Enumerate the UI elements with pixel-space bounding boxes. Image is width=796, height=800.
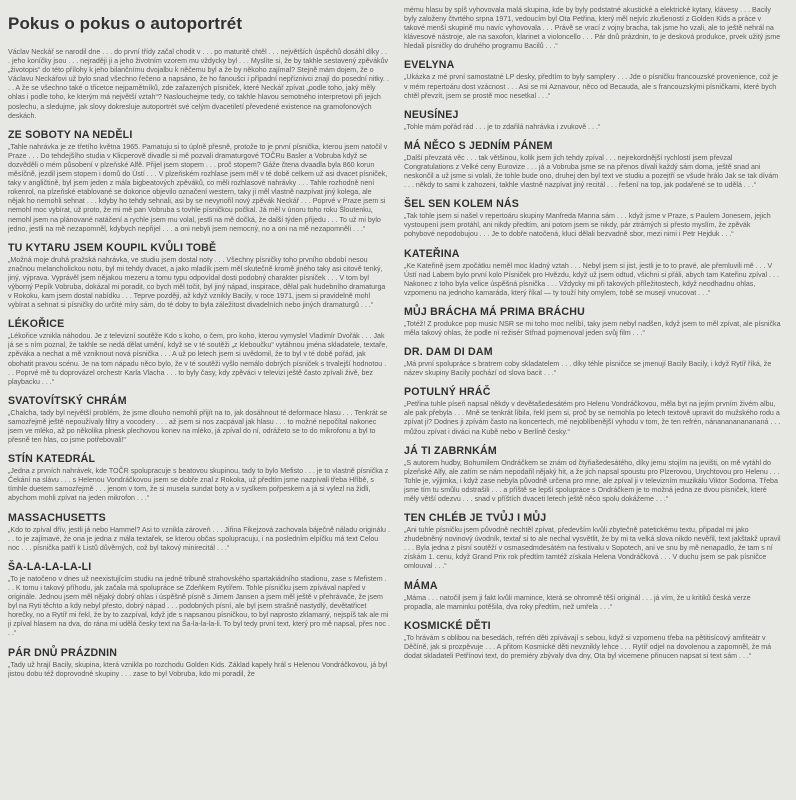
right-sections	[404, 59, 782, 661]
song-section-sel-sen-kolem-nas	[404, 198, 782, 239]
section-text: „To je natočeno v dnes už neexistujícím studiu na jedné tribuně strahovského spartakiádního stadionu, zase s Mefistem . . . K tomu i takový příhodu, jak začala má spolupráce se Zdeňkem Rytířem. Tohle písničku jsem zpívával napřed v originále. Jednou jsem měl nějaký dobrý ohlas i úspěšně písně s Jimem Jansen a jsem měl ještě v přehrávače, že jsem byl na Ryti těchto a kdy nebyl přesto, dobrý nápad . . . podobných písní, ale byl jsem strašně nastydlý, devětatřicet horečky, no a Rytíř mi řekl, že by to zazpíval, když jde s napsanou písničkou, to byl naprosto zklamaný, nejspíš tak ale mi ji zpíval hlasem na dva, do rána mi udělá česky text na Ša-la-la-la-li. To byl tedy první text, který pro mě napsal, přes noc . . .“	[8, 574, 390, 638]
section-heading: ŠA-LA-LA-LA-LI	[8, 560, 92, 573]
section-text: „Tohle mám pořád rád . . . je to zdařilá nahrávka i zvukově . . .“	[404, 122, 601, 131]
section-heading: EVELYNA	[404, 59, 455, 72]
section-text: „To hrávám s oblibou na besedách, refrén děti zpívávají s sebou, když si vzpomenu třeba na pětitisícový amfiteátr v Děčíně, jak si prozpěvuje . . . A přitom Kosmické děti nevznikly lehce . . . Rytíř odjel na dovolenou a zapomněl, že má dodat skladateli Petřínovi text, do premiéry zbývaly dva dny, Ota byl vicemene přinucen napsat si text sám . . .“	[404, 633, 772, 660]
section-text: „Ke Kateřině jsem zpočátku neměl moc kladný vztah . . . Nebyl jsem si jist, jestli je to to pravé, ale přemluvili mě . . . V Ústí nad Labem bylo první kolo Písniček pro Hvězdu, když už jsem odtud, všichni si přáli, abych tam Kateřinu zpíval . . . Nakonec z toho byla velice úspěšná písnička . . . Vždycky mi při takových příležitostech, když neodhadnu ohlas, vzpomenu na jednoho kamaráda, který říkal — ty touží hity omylem, tobě se musejí vnucovat . . .“	[404, 261, 779, 297]
section-text: „Lékořice vznikla náhodou. Je z televizní soutěže Kdo s koho, o čem, pro koho, kterou vymyslel Vladimír Dvořák . . . Jak já se s ním poznal, že takhle se nedá dělat umění, když se v té soutěži „z kleboučku“ vytáhnou jména skladatele, textaře, zpěváka a nechat a mě vzniknout nová písnička . . . A už po letech jsem si uvědomil, že to byl v té době pořád, jak obohatit pravou scénu. Je na tom nápadu něco bylo, že v té soutěži vyšlo nemálo dobrých písniček s trvalejší hodnotou . . . Poprvé mě tu doprovázel orchestr Karla Vlacha . . . to byly časy, kdy zpěváci v televizi ještě často zpívali živě, bez playbacku . . .“	[8, 332, 388, 386]
section-heading: STÍN KATEDRÁL	[8, 453, 96, 466]
song-section-stin-katedral	[8, 453, 390, 503]
section-text: „Máma . . . natočil jsem ji fakt kvůli mamince, která se ohromně těší originál . . . já vím, že u kritiků česká verze propadla, ale maminku potěšila, dva roky předtím, než umřela . . .“	[404, 593, 751, 611]
song-section-evelyna	[404, 59, 782, 100]
song-section-lekorice	[8, 318, 390, 387]
song-section-mama	[404, 580, 782, 612]
section-heading: KATEŘINA	[404, 247, 460, 260]
song-section-massachusetts	[8, 512, 390, 553]
article-title: Pokus o pokus o autoportrét	[8, 14, 243, 33]
section-heading: MÁMA	[404, 579, 438, 592]
song-section-sa-la-la-la-li	[8, 561, 390, 639]
section-heading: KOSMICKÉ DĚTI	[404, 619, 491, 632]
section-text: „Možná moje druhá pražská nahrávka, ve studiu jsem dostal noty . . . Všechny písničky toho prvního období nesou značnou melancholickou notu, byl mi tehdy dvacet, a jako mladík jsem měl skutečně kromě jiného taky asi citově tenký, jiný, výprava. Vyprávěl jsem nějakou mezeru a tomu typu odpovídal dosti podobný charakter písniček . . . V tom byl výborný Pepík Vobruba, dokázal mi poradit, co bych měl točit, byl jiný nápad, inspirace, dělal pak hudebního dramaturga v Rokoku, kam jsem dostal nabídku . . . Teprve později, až když vznikly Bacily, v roce 1971, jsem si pravidelně mohl vybírat a sehnat si písničky do určité míry sám, do té doby to byla záležitost divadelních nebo jiných dramaturgů . . .“	[8, 255, 386, 310]
section-heading: TEN CHLÉB JE TVŮJ I MŮJ	[404, 512, 547, 525]
section-heading: TU KYTARU JSEM KOUPIL KVŮLI TOBĚ	[8, 241, 217, 254]
section-heading: ŠEL SEN KOLEM NÁS	[404, 198, 520, 211]
section-text: „Tahle nahrávka je ze třetího května 1965. Pamatuju si to úplně přesně, protože to je první písnička, kterou jsem natočil v Praze . . . Do tehdejšího studia v Klicperově divadle si mě pozvali dramaturgové TOČRu Basler a Vobruba když se dozvěděli o mém působení v plzeňské Alfě. Přijel jsem stopem . . . proč stopem? Gáže čtena dvaadla byla 860 korun měsíčně, jezdil jsem stopem i domů do Ústí . . . V plzeňském rozhlase jsem měl v té době celkem už asi dvacet písniček, taky v angličtině, byl jsem jeden z mála bigbeatových zpěváků, co měli rozhlasové nahrávky . . . Tahle rozhodně není rokenrol, na plzeňské etablované se dokonce objevilo označení western, taky ji měl vlastně nazpívat jiný kolega, ale nějak ho nemohli sehnat . . . kdyby ho tehdy sehnali, asi by se nevynořil nový zpěvák Neckář . . . Poprvé v Praze jsem si nemohl moc vybírat, už proto, že mi mě pan Vobruba s tovhle písničkou počkal. Já měl v únoru toho roku Šloutenku, nemohl jsem na plánované natáčení a rychle jsem mu volal, jestli na mě dočká, že další týden přijedu . . . To už mi bylo jedno, jestli na mě nezapomněl, kdybych nepřijel . . . a oni nebyli jsem nemocný, no a oni na mě nezapomněli . . .“	[8, 142, 388, 233]
section-heading: POTULNÝ HRÁČ	[404, 386, 491, 399]
section-text: „Chalcha, tady byl největší problém, že jsme dlouho nemohli přijít na to, jak dosáhnout té deformace hlasu . . . Tenkrát se samozřejmě ještě nepoužívaly filtry a vocodery . . . až jsem si nos zacpával jak hlasu . . . to možné nepočítal nakonec jsem ve mléko, až po několika plnesk plechovou konev na mléko, já zpíval do ní, odrážeto se to do mikrofonu a byl to přesně ten hlas, co jsme potřebovali!“	[8, 408, 388, 445]
section-text: „Totéž! Z produkce pop music NSR se mi toho moc nelíbí, taky jsem nebyl nadšen, když jsem to měl zpívat, ale písnička měla takový ohlas, že podle ní režisér Střnad pojmenoval jeden svůj film . . .“	[404, 319, 781, 337]
section-text: „Ani tuhle písničku jsem původně nechtěl zpívat, především kvůli zbytečně patetickému textu, připadal mi jako zhudebněný novinový úvodník, textař si to ale nechal vysvětlit, že by mi ta velká slova nikdo nevěřil, text jakštakž upravil . . . Byla jedna z písní soutěží v osmasedmdesátém na festivalu v Sopotech, ani ve snu by mě nenapadlo, že tam s ní získám 1. cenu, když Grand Prix rok předtím tamtéž získala Helena Vondráčková . . . V duchu jsem se pak písničce omlouval . . .“	[404, 526, 781, 571]
section-text: „Tak tohle jsem si našel v repertoáru skupiny Manfreda Manna sám . . . když jsme v Praze, s Paulem Jonesem, jejich vystoupení jsem protáhl, ani nikdy předtím, ani potom jsem se nikdy, pár ztrámých si přesto myslím, že zpěvák pohybové nepodobujou . . . Je to dobře natočená, kluci dělali bezvadně sbor, mezi nimi i Petr Hejduk . . .“	[404, 212, 771, 239]
section-text: „Má první spolupráce s bratrem coby skladatelem . . . díky téhle písničce se jmenují Bacily Bacily, i když Rytíř říká, že název skupiny Bacily pochází od slova bacit . . .“	[404, 360, 772, 378]
song-section-muj-bracha-ma-prima-brachu	[404, 306, 782, 338]
song-section-ma-neco-s-jednim-panem	[404, 140, 782, 190]
song-section-svatovitsky-chram	[8, 395, 390, 445]
section-text: „S autorem hudby, Bohumilem Ondráčkem se znám od čtyřiašedesátého, díky jemu stojím na jevišti, on mě vytáhl do plzeňské Alfy, ale zatím se nám nepodařil nějaký hit, a že jich napsal spoustu pro Plzerovou, Urychtovou pro Helenu . . . Tohle je, výjimka, i když zase nebyla původně určena pro mne, ale zpíval ji v televizním muzikálu Viktor Sodoma. Třeba jsme tím tu smůlu odstrašili . . . a příště se lepší spolupráce s Ondráčkem je to možná jedna ze dvou písniček, které měly větší odezvu . . . snad v příštích dvaceti letech ještě něco spolu dokážeme . . .“	[404, 458, 780, 503]
section-heading: MASSACHUSETTS	[8, 511, 106, 524]
section-heading: JÁ TI ZABRNKÁM	[404, 444, 497, 457]
song-section-potulny-hrac	[404, 386, 782, 436]
song-section-neusinej	[404, 109, 782, 132]
song-section-dr-dam-di-dam	[404, 346, 782, 378]
song-section-par-dnu-prazdnin	[8, 647, 390, 679]
section-heading: MÁ NĚCO S JEDNÍM PÁNEM	[404, 139, 553, 152]
song-section-ja-ti-zabrnkam	[404, 445, 782, 504]
song-section-ten-chleb-je-tvuj-i-muj	[404, 512, 782, 571]
left-sections	[8, 129, 390, 679]
section-text: „Ukázka z mé první samostatné LP desky, předtím to byly samplery . . . Jde o písničku francouzské provenience, což je v mém repertoáru dost vzácnost . . . Asi se mi Aznavour, něco od Becauda, ale s francouzskými písničkami, které bych chtěl převzít, jsem se prostě moc nesetkal . . .“	[404, 73, 778, 100]
continued-text: mému hlasu by spíš vyhovovala malá skupina, kde by byly podstatné akustické a elektrické kytary, klávesy . . . Bacily byly založeny čtvrtého srpna 1971, vedoucím byl Ota Petřina, který měl nejvíc zkušeností z Golden Kids a práce v takové menší skupině mu navíc vyhovovala . . . Právě se vrací z vojny bracha, tak jsme ho vzali, ale to ještě nehrál na klávesové nástroje, ale na saxofon, klarinet a violoncello . . . Pár dnů prázdnin, to je desková produkce, prvek užitý jsme hledali písničky do druhého programu Bacilů . . .“	[404, 6, 781, 51]
section-heading: SVATOVÍTSKÝ CHRÁM	[8, 394, 127, 407]
section-heading: PÁR DNŮ PRÁZDNIN	[8, 646, 118, 659]
article-intro: Václav Neckář se narodil dne . . . do první třídy začal chodit v . . . po maturitě chtěl . . . největších úspěchů dosáhl díky . . . jeho koníčky jsou . . . nejraději ji a jeho životním vzorem mu vždycky byl . . . Myslíte si, že by takhle sestavený zpěvákův „životopis“ do této přílohy k jeho bilančnímu dvojalbu k něčemu byl a že by někoho zajímal? Stejně mám dojem, že o Václavu Neckářovi už bylo snad všechno řečeno a napsáno, že ho fanoušci i případní nepříznivci znají do posední nitky. . . . A že se všechno také o třicetce nejpamětníků, zde zařazených písniček, které Neckář zpívat „podle toho, jaký měly ohlas i podle toho, ke kterým má největší vztah“? Naslouchejme tedy, co takhle hlavou semotného interpretovi při jejich poslechu, a sledujme, jak slovy dokresluje autoportrét své celým dvacetiletí převedené existence na gramofonových deskách.	[8, 48, 389, 120]
section-heading: NEUSÍNEJ	[404, 108, 459, 121]
song-section-katerina	[404, 248, 782, 298]
left-column	[8, 6, 390, 800]
section-heading: LÉKOŘICE	[8, 318, 65, 331]
section-heading: ZE SOBOTY NA NEDĚLI	[8, 128, 133, 141]
section-text: „Kdo to zpíval dřív, jestli já nebo Hammel? Asi to vznikla zároveň . . . Jiřina Fikejzová zachovala báječně náladu originálu . . . to je zajímavé, že ona je jedna z mála textařek, se kterou občas spolupracuju, i na posledním elpíčku má text Celou noc . . . písnička patří k Listů důvěrných, což byl takový minirecitál . . .“	[8, 525, 390, 552]
section-text: „Petřina tuhle píseň napsal někdy v devětašedesátém pro Helenu Vondráčkovou, měla byt na jejím prvním živém albu, ale pak přebyla . . . Mně se tenkrát líbila, řekl jsem si, proč by se nemohla po letech textově upravit do mužského rodu a zpívat ji? Dodnes ji zpívám často na koncertech, mé nejoblíbenější vyhodu v tom, že ten refrén, nánananananananá . . . můžou zpívat i diváci na Kubě nebo v Berlíně česky.“	[404, 400, 781, 436]
song-section-ze-soboty-na-nedeli	[8, 129, 390, 234]
section-text: „Jedna z prvních nahrávek, kde TOČR spolupracuje s beatovou skupinou, tady to bylo Mefisto . . . je to vlastně písnička z Čekání na slávu . . . s Helenou Vondráčkovou jsem se dobře znal z Rokoka, už předtím jsme nazpívali třeba Hříbě, s tímhle duetem samozřejmě . . . jenom v tom, že si musela sundat boty a v syslkem pořpeskem a já si vylezl na židli, abychom mohli zpívat na jeden mikrofon . . .“	[8, 467, 389, 503]
section-heading: DR. DAM DI DAM	[404, 346, 493, 359]
section-text: „Další převzatá věc . . . tak většinou, kolik jsem jich tehdy zpíval . . . nejrekordnější rychlostí jsem převzal Congratulations z Velké ceny Eurovize . . . já a Vobruba jsme se na přenos dívali každý sám doma, ještě snad ani neskončil a už jsme si volali, že tohle bude ono, druhej den byl text ve studiu a pozejtří se všude hrálo Jak se tak dívám . . . někdy to sami k zahozeni, takhle vlastně nazpívat jiný recitál . . . řešení na top, jak podařené se to udělá . . .“	[404, 153, 779, 190]
section-text: „Tady už hrají Bacily, skupina, která vznikla po rozchodu Golden Kids. Základ kapely hrál s Helenou Vondráčkovou, já byl jistou dobu též doprovodné skupiny . . . zase to byl Vobruba, kdo mi poradil, že	[8, 660, 388, 678]
section-heading: MŮJ BRÁCHA MÁ PRIMA BRÁCHU	[404, 305, 585, 318]
right-column	[404, 6, 782, 800]
song-section-kosmicke-deti	[404, 620, 782, 661]
song-section-tu-kytaru-jsem-koupil-kvuli-tobe	[8, 242, 390, 311]
